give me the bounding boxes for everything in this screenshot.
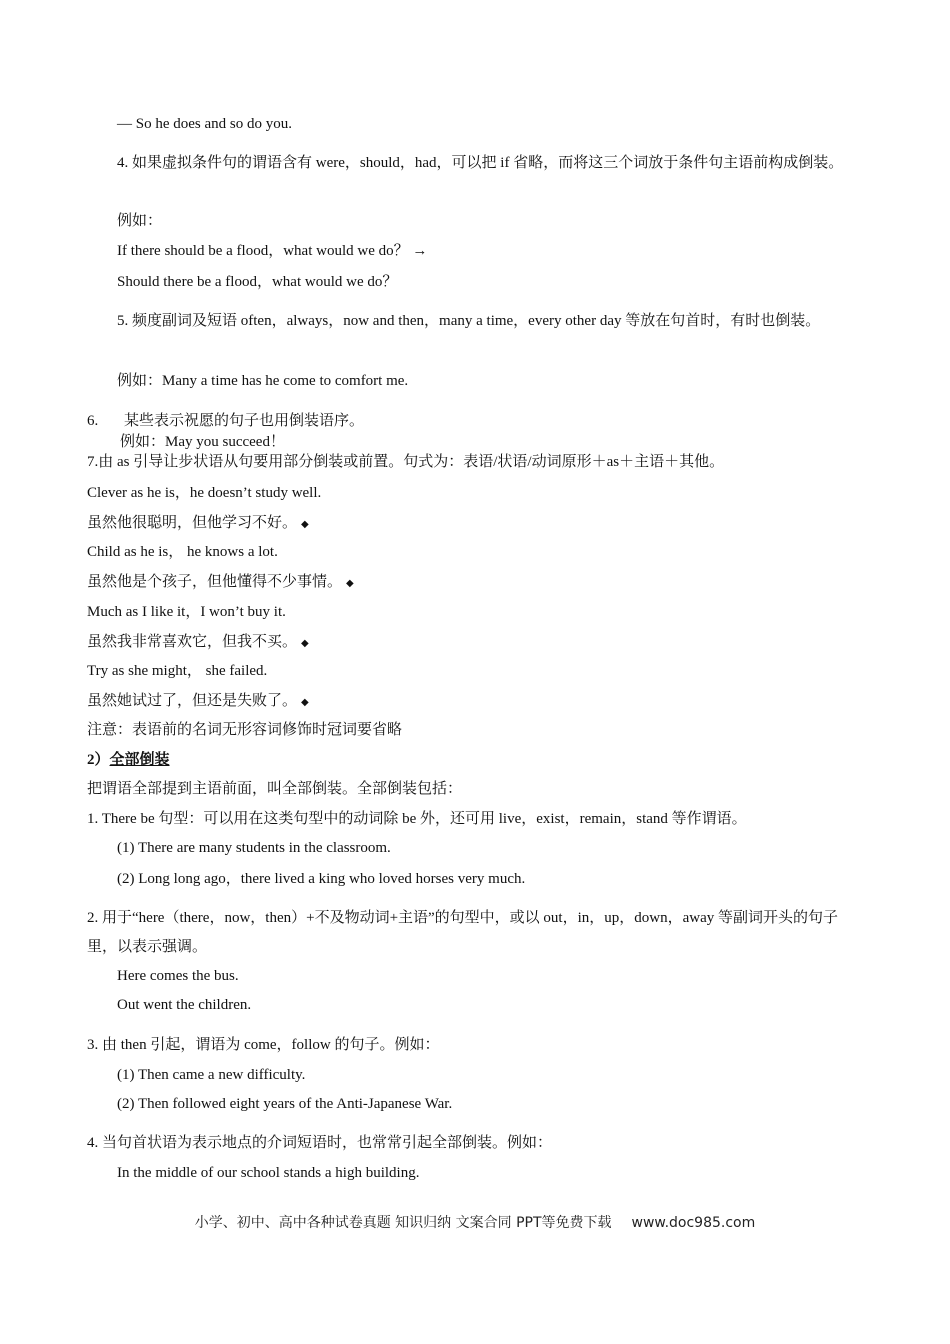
section-intro: 把谓语全部提到主语前面，叫全部倒装。全部倒装包括： [87, 781, 463, 797]
example-text: 虽然他是个孩子，但他懂得不少事情。 [87, 574, 343, 590]
full-rule-4: 4. 当句首状语为表示地点的介词短语时，也常常引起全部倒装。例如： [87, 1135, 553, 1151]
example-text: 虽然她试过了，但还是失败了。 [87, 693, 298, 709]
example-english: Child as he is， he knows a lot. [87, 544, 278, 560]
example-sentence: (2) Long long ago，there lived a king who loved horses very much. [117, 871, 526, 887]
note-line: 注意：表语前的名词无形容词修饰时冠词要省略 [87, 722, 403, 738]
example-sentence: (2) Then followed eight years of the Anti-Japanese War. [117, 1096, 453, 1112]
diamond-icon: ◆ [301, 638, 309, 649]
section-number: 2） [87, 752, 110, 768]
example-english: Much as I like it，I won’t buy it. [87, 604, 286, 620]
example-chinese [87, 632, 309, 654]
example-sentence: (1) Then came a new difficulty. [117, 1067, 306, 1083]
dialogue-line: — So he does and so do you. [117, 116, 292, 132]
example-sentence: (1) There are many students in the classroom. [117, 840, 391, 856]
diamond-icon: ◆ [346, 578, 354, 589]
page-footer [0, 1212, 950, 1232]
section-heading [87, 750, 170, 770]
example-sentence: Should there be a flood，what would we do？ [117, 274, 398, 290]
full-rule-1: 1. There be 句型：可以用在这类句型中的动词除 be 外，还可用 live，exist，remain，stand 等作谓语。 [87, 811, 747, 827]
example-chinese [87, 513, 309, 535]
full-rule-3: 3. 由 then 引起，谓语为 come，follow 的句子。例如： [87, 1037, 440, 1053]
example-sentence: Here comes the bus. [117, 968, 239, 984]
diamond-icon: ◆ [301, 519, 309, 530]
rule-6-heading [87, 411, 364, 431]
rule-text: 某些表示祝愿的句子也用倒装语序。 [124, 413, 365, 429]
example-sentence [117, 241, 427, 261]
rule-5-paragraph: 5. 频度副词及短语 often，always，now and then，many a time，every other day 等放在句首时，有时也倒装。 [117, 313, 821, 329]
example-label: 例如： [117, 213, 163, 229]
footer-text: 小学、初中、高中各种试卷真题 知识归纳 文案合同 PPT等免费下载 [194, 1215, 612, 1231]
example-sentence: Out went the children. [117, 997, 252, 1013]
rule-number: 6. [87, 413, 99, 429]
diamond-icon: ◆ [301, 697, 309, 708]
arrow-icon: → [412, 243, 428, 259]
full-rule-2: 2. 用于“here（there，now，then）+不及物动词+主语”的句型中，或以 out，in，up，down，away 等副词开头的句子里，以表示强调。 [87, 910, 838, 955]
example-english: Try as she might， she failed. [87, 663, 268, 679]
example-text: If there should be a flood，what would we do？ [117, 243, 409, 259]
example-english: Clever as he is，he doesn’t study well. [87, 485, 322, 501]
example-chinese [87, 572, 354, 594]
rule-7-paragraph: 7.由 as 引导让步状语从句要用部分倒装或前置。句式为：表语/状语/动词原形＋as＋主语＋其他。 [87, 454, 725, 470]
section-title: 全部倒装 [109, 752, 170, 768]
example-text: 虽然我非常喜欢它，但我不买。 [87, 634, 298, 650]
example-sentence: In the middle of our school stands a high building. [117, 1165, 420, 1181]
rule-4-paragraph: 4. 如果虚拟条件句的谓语含有 were，should，had，可以把 if 省略，而将这三个词放于条件句主语前构成倒装。 [117, 155, 844, 171]
example-sentence: 例如：May you succeed！ [120, 434, 285, 450]
example-text: 虽然他很聪明，但他学习不好。 [87, 515, 298, 531]
example-chinese [87, 691, 309, 713]
example-sentence: 例如：Many a time has he come to comfort me. [117, 373, 409, 389]
footer-site-link[interactable]: www.doc985.com [631, 1215, 756, 1231]
